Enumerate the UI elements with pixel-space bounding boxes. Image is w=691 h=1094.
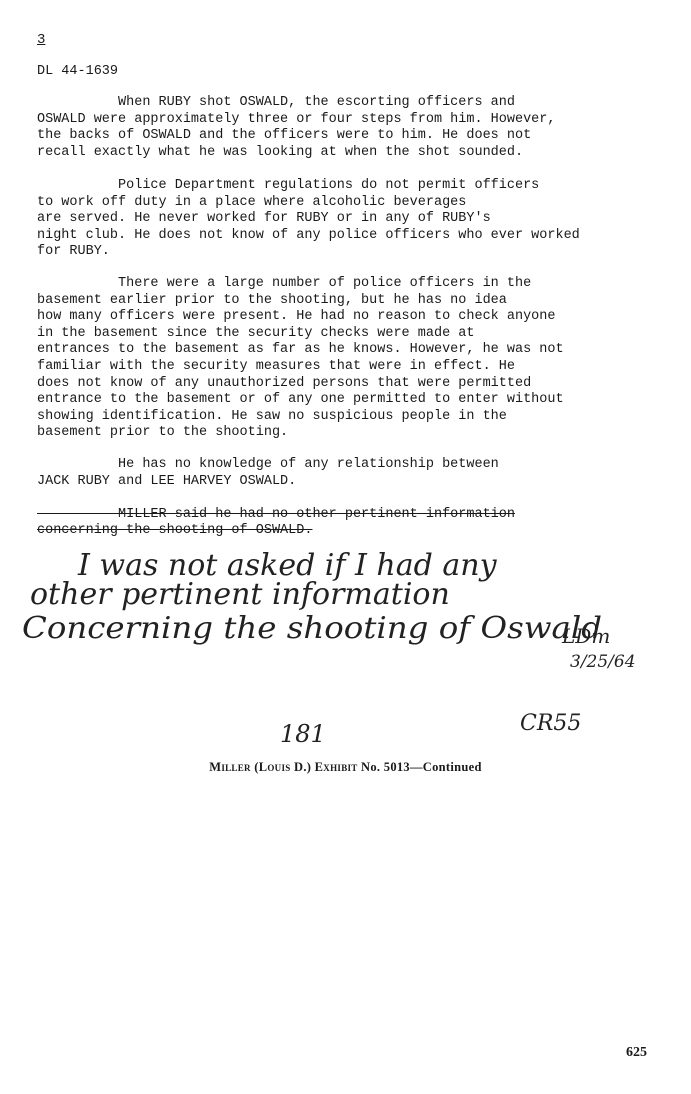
- handwritten-mark: CR55: [520, 711, 582, 736]
- handwritten-line-1: I was not asked if I had any: [78, 548, 497, 583]
- handwritten-initials: LDm: [562, 624, 611, 648]
- handwritten-date: 3/25/64: [570, 652, 636, 672]
- caption-exhibit-label: Exhibit: [314, 760, 358, 774]
- exhibit-caption: [0, 760, 691, 775]
- handwritten-line-3: Concerning the shooting of Oswald: [22, 611, 602, 646]
- handwritten-page-number: 181: [280, 720, 326, 748]
- caption-name: Miller: [209, 760, 251, 774]
- struck-line-2: concerning the shooting of OSWALD.: [37, 523, 313, 538]
- caption-exhibit-number: No. 5013: [361, 760, 410, 774]
- paragraph-3: There were a large number of police officers in the basement earlier prior to the shooting, but he has no idea how many officers were present. He had no reason to check anyone in the basement since the security checks were made at entrances to the basement as far as he knows. However, he was not familiar with the security measures that were in effect. He does not know of any unauthorized persons that were permitted entrance to the basement or of any one permitted to enter without showing identification. He saw no suspicious people in the basement prior to the shooting.: [37, 276, 564, 441]
- paragraph-4: He has no knowledge of any relationship between JACK RUBY and LEE HARVEY OSWALD.: [37, 457, 499, 489]
- struck-line-1: MILLER said he had no other pertinent information: [37, 507, 515, 522]
- caption-suffix: —Continued: [409, 760, 482, 774]
- paragraph-2: Police Department regulations do not permit officers to work off duty in a place where alcoholic beverages are served. He never worked for RUBY or in any of RUBY's night club. He does not know of any police officers who ever worked for RUBY.: [37, 178, 580, 260]
- caption-person: (Louis D.): [254, 760, 312, 774]
- footer-page-number: 625: [626, 1045, 647, 1060]
- handwritten-line-2: other pertinent information: [30, 577, 450, 612]
- page-marker: 3: [37, 32, 46, 48]
- file-number: DL 44-1639: [37, 64, 119, 79]
- paragraph-1: When RUBY shot OSWALD, the escorting officers and OSWALD were approximately three or four steps from him. However, the backs of OSWALD and the officers were to him. He does not recall exactly what he was looking at when the shot sounded.: [37, 95, 556, 160]
